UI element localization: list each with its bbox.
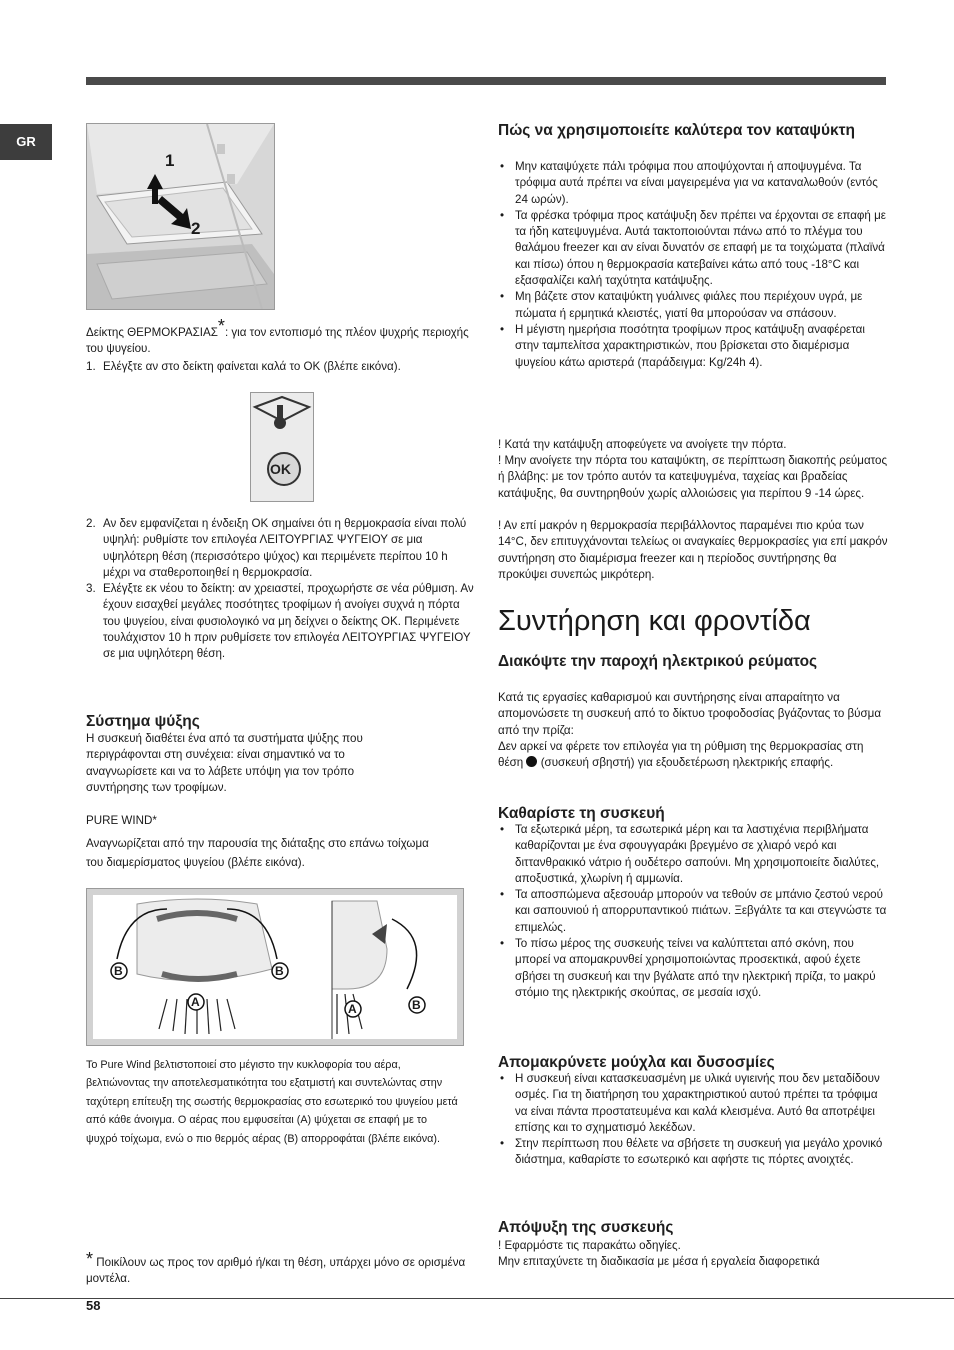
page-number: 58 <box>86 1298 101 1313</box>
airflow-label-a-right: A <box>348 1002 357 1016</box>
step-num: 2. <box>86 517 96 530</box>
freezer-warning-1: ! Κατά την κατάψυξη αποφεύγετε να ανοίγετε την πόρτα. <box>498 438 787 451</box>
cooling-system-heading: Σύστημα ψύξης <box>86 713 200 730</box>
language-tab: GR <box>0 124 52 160</box>
list-item: • Μην καταψύχετε πάλι τρόφιμα που αποψύχονται ή αποψυγμένα. Τα τρόφιμα αυτά πρέπει να είναι μαγειρεμένα για να καταναλωθούν (εντός 24 ωρών). <box>515 159 888 208</box>
arrow-label-1: 1 <box>165 151 175 170</box>
freezer-warning-3: ! Αν επί μακρόν η θερμοκρασία περιβάλλοντος παραμένει πιο κρύα των 14°C, δεν επιτυγχάνονται τελείως οι αναγκαίες θερμοκρασίες για επί μακρόν συντήρηση στο διαμέρισμα freezer και η περίοδος συντήρησης θα προκύψει συνεπώς μικρότερη. <box>498 519 888 581</box>
list-item: • Τα αποσπώμενα αξεσουάρ μπορούν να τεθούν σε μπάνιο ζεστού νερού και σαπουνιού ή απορρυπαντικού πιάτων. Ξεβγάλτε τα και στεγνώστε τα επιμελώς. <box>515 887 888 936</box>
clean-tips-list <box>498 822 888 1001</box>
pure-wind-caption: Το Pure Wind βελτιστοποιεί στο μέγιστο την κυκλοφορία του αέρα, βελτιώνοντας την αποτελεσματικότητα του εξατμιστή και συντελώντας στην ταχύτερη επίτευξη της σωστής θερμοκρασίας στο εσωτερικό του ψυγείου μετά από κάθε άνοιγμα. Ο αέρας που εμφυσείται (Α) ψύχεται σε επαφή με το ψυχρό τοίχωμα, ενώ ο πιο θερμός αέρας (Β) απορροφάται (βλέπε εικόνα). <box>86 1059 458 1145</box>
pure-wind-figure <box>86 888 464 1046</box>
thermo-star: * <box>217 316 225 336</box>
power-text: Κατά τις εργασίες καθαρισμού και συντήρησης είναι απαραίτητο να απομονώσετε τη συσκευή από το δίκτυο τροφοδοσίας βγάζοντας το βύσμα από την πρίζα: <box>498 691 882 737</box>
freezer-tips-list <box>498 159 888 371</box>
page-title: Συντήρηση και φροντίδα <box>498 605 811 637</box>
pure-wind-title: PURE WIND* <box>86 814 157 827</box>
odor-tips-list <box>498 1071 888 1169</box>
odor-heading: Απομακρύνετε μούχλα και δυσοσμίες <box>498 1054 775 1071</box>
list-item: • Στην περίπτωση που θέλετε να σβήσετε τη συσκευή για μεγάλο χρονικό διάστημα, καθαρίστε το εσωτερικό και αφήστε τις πόρτες ανοιχτές. <box>515 1136 888 1169</box>
step-item <box>86 359 478 375</box>
off-position-icon <box>526 756 537 767</box>
power-text-2 <box>498 739 888 772</box>
top-rule <box>86 77 886 85</box>
airflow-label-a-left: A <box>191 995 200 1009</box>
list-item: • Τα φρέσκα τρόφιμα προς κατάψυξη δεν πρέπει να έρχονται σε επαφή με τα ήδη κατεψυγμένα. Αυτά τακτοποιούνται πάνω από το πλέγμα του θαλάμου freezer και αν είναι δυνατόν σε επαφή με τα τοιχώματα (πλαϊνά και πίσω) όπου η θερμοκρασία κατεβαίνει κάτω από τους -18°C και εξασφαλίζει καλή ταχύτητα κατάψυξης. <box>515 208 888 289</box>
list-item: • Μη βάζετε στον καταψύκτη γυάλινες φιάλες που περιέχουν υγρά, με πώματα ή ερμητικά κλειστές, γιατί θα μπορούσαν να σπάσουν. <box>515 289 888 322</box>
footer-rule <box>0 1298 954 1299</box>
footnote <box>86 1249 476 1288</box>
footnote-text: Ποικίλουν ως προς τον αριθμό ή/και τη θέση, υπάρχει μόνο σε ορισμένα μοντέλα. <box>86 1256 466 1286</box>
list-item: • Το πίσω μέρος της συσκευής τείνει να καλύπτεται από σκόνη, που μπορεί να απομακρυνθεί χρησιμοποιώντας προσεκτικά, αφού έχετε σβήσει τη συσκευή και την βγάλατε από την ηλεκτρική πρίζα, το μακρύ στόμιο της ηλεκτρικής σκούπας, σε μεσαία ισχύ. <box>515 936 888 1001</box>
shelf-illustration <box>87 124 274 309</box>
thermo-desc: : για τον εντοπισμό της πλέον ψυχρής περιοχής του ψυγείου. <box>86 326 469 356</box>
power-heading: Διακόψτε την παροχή ηλεκτρικού ρεύματος <box>498 653 818 670</box>
step-num: 3. <box>86 582 96 596</box>
step-list-1 <box>86 359 478 375</box>
step-text: Αν δεν εμφανίζεται η ένδειξη OK σημαίνει ότι η θερμοκρασία είναι πολύ υψηλή: ρυθμίστε τον επιλογέα ΛΕΙΤΟΥΡΓΙΑΣ ΨΥΓΕΙΟΥ σε μια υψηλότερη θέση (περισσότερο ψύχος) και περιμένετε περίπου 10 h μέχρι να σταθεροποιηθεί η θερμοκρασία. <box>103 517 467 579</box>
airflow-label-b-right: B <box>275 964 284 978</box>
arrow-label-2: 2 <box>191 219 201 238</box>
thermo-label: Δείκτης ΘΕΡΜΟΚΡΑΣΙΑΣ <box>86 326 218 339</box>
step-list-2 <box>86 516 478 663</box>
airflow-label-b-side: B <box>412 998 421 1012</box>
step-num: 1. <box>86 360 96 373</box>
list-item: • Τα εξωτερικά μέρη, τα εσωτερικά μέρη και τα λαστιχένια περιβλήματα καθαρίζονται με ένα σφουγγαράκι βρεγμένο σε χλιαρό νερό και διττανθρακικό νάτριο ή ουδέτερο σαπούνι. Μη χρησιμοποιείτε διαλύτες, αποξυστικά, χλωρίνη ή αμμωνία. <box>515 822 888 887</box>
step-item <box>86 516 478 581</box>
step-text: Ελέγξτε αν στο δείκτη φαίνεται καλά το OK (βλέπε εικόνα). <box>103 360 401 373</box>
clean-heading: Καθαρίστε τη συσκευή <box>498 805 665 822</box>
thermo-indicator-text <box>86 316 476 358</box>
step-item <box>86 581 478 662</box>
step-text: Ελέγξτε εκ νέου το δείκτη: αν χρειαστεί, προχωρήστε σε νέα ρύθμιση. Αν έχουν εισαχθεί μεγάλες ποσότητες τροφίμων ή ανοίγει συχνά η πόρτα του ψυγείου, είναι φυσιολογικό να μη δείχνει ο δείκτης OK. Περιμένετε τουλάχιστον 10 h πριν ρυθμίσετε τον επιλογέα ΛΕΙΤΟΥΡΓΙΑΣ ΨΥΓΕΙΟΥ σε μια υψηλότερη θέση. <box>103 582 474 661</box>
defrost-text-2: Μην επιταχύνετε τη διαδικασία με μέσα ή εργαλεία διαφορετικά <box>498 1255 820 1268</box>
freezer-heading: Πώς να χρησιμοποιείτε καλύτερα τον καταψύκτη <box>498 122 856 139</box>
cooling-system-text: Η συσκευή διαθέτει ένα από τα συστήματα ψύξης που περιγράφονται στη συνέχεια: είναι σημαντικό να το αναγνωρίσετε και να το λάβετε υπόψη για τον τρόπο συντήρησης των τροφίμων. <box>86 732 363 794</box>
ok-label: OK <box>270 461 291 477</box>
list-item: • Η μέγιστη ημερήσια ποσότητα τροφίμων προς κατάψυξη αναφέρεται στην ταμπελίτσα χαρακτηριστικών, που βρίσκεται στο διαμέρισμα ψυγείου κάτω αριστερά (παράδειγμα: Kg/24h 4). <box>515 322 888 371</box>
ok-indicator-figure <box>250 392 314 502</box>
defrost-text-1: ! Εφαρμόστε τις παρακάτω οδηγίες. <box>498 1239 681 1252</box>
thermometer-icon <box>251 393 313 501</box>
shelf-removal-figure <box>86 123 275 310</box>
power-text-2b: (συσκευή σβηστή) για εξουδετέρωση ηλεκτρικής επαφής. <box>537 756 834 770</box>
airflow-label-b-left: B <box>114 964 123 978</box>
defrost-heading: Απόψυξη της συσκευής <box>498 1219 674 1236</box>
list-item: • Η συσκευή είναι κατασκευασμένη με υλικά υγιεινής που δεν μεταδίδουν οσμές. Για τη διατήρηση του χαρακτηριστικού αυτού πρέπει τα τρόφιμα να είναι πάντα προστατευμένα και καλά κλεισμένα. Αυτό θα αποτρέψει επίσης και το σχηματισμό λεκέδων. <box>515 1071 888 1136</box>
power-text-2a: Δεν αρκεί να φέρετε τον επιλογέα για τη ρύθμιση της θερμοκρασίας στη θέση <box>498 740 864 770</box>
pure-wind-text: Αναγνωρίζεται από την παρουσία της διάταξης στο επάνω τοίχωμα του διαμερίσματος ψυγείου (βλέπε εικόνα). <box>86 837 429 869</box>
freezer-warning-2: ! Μην ανοίγετε την πόρτα του καταψύκτη, σε περίπτωση διακοπής ρεύματος ή βλάβης: με τον τρόπο αυτόν τα κατεψυγμένα, ταχείας και βραδείας κατάψυξης, θα συντηρηθούν χωρίς αλλοιώσεις για περίπου 9 -14 ώρες. <box>498 454 888 500</box>
footnote-star: * <box>86 1249 94 1269</box>
